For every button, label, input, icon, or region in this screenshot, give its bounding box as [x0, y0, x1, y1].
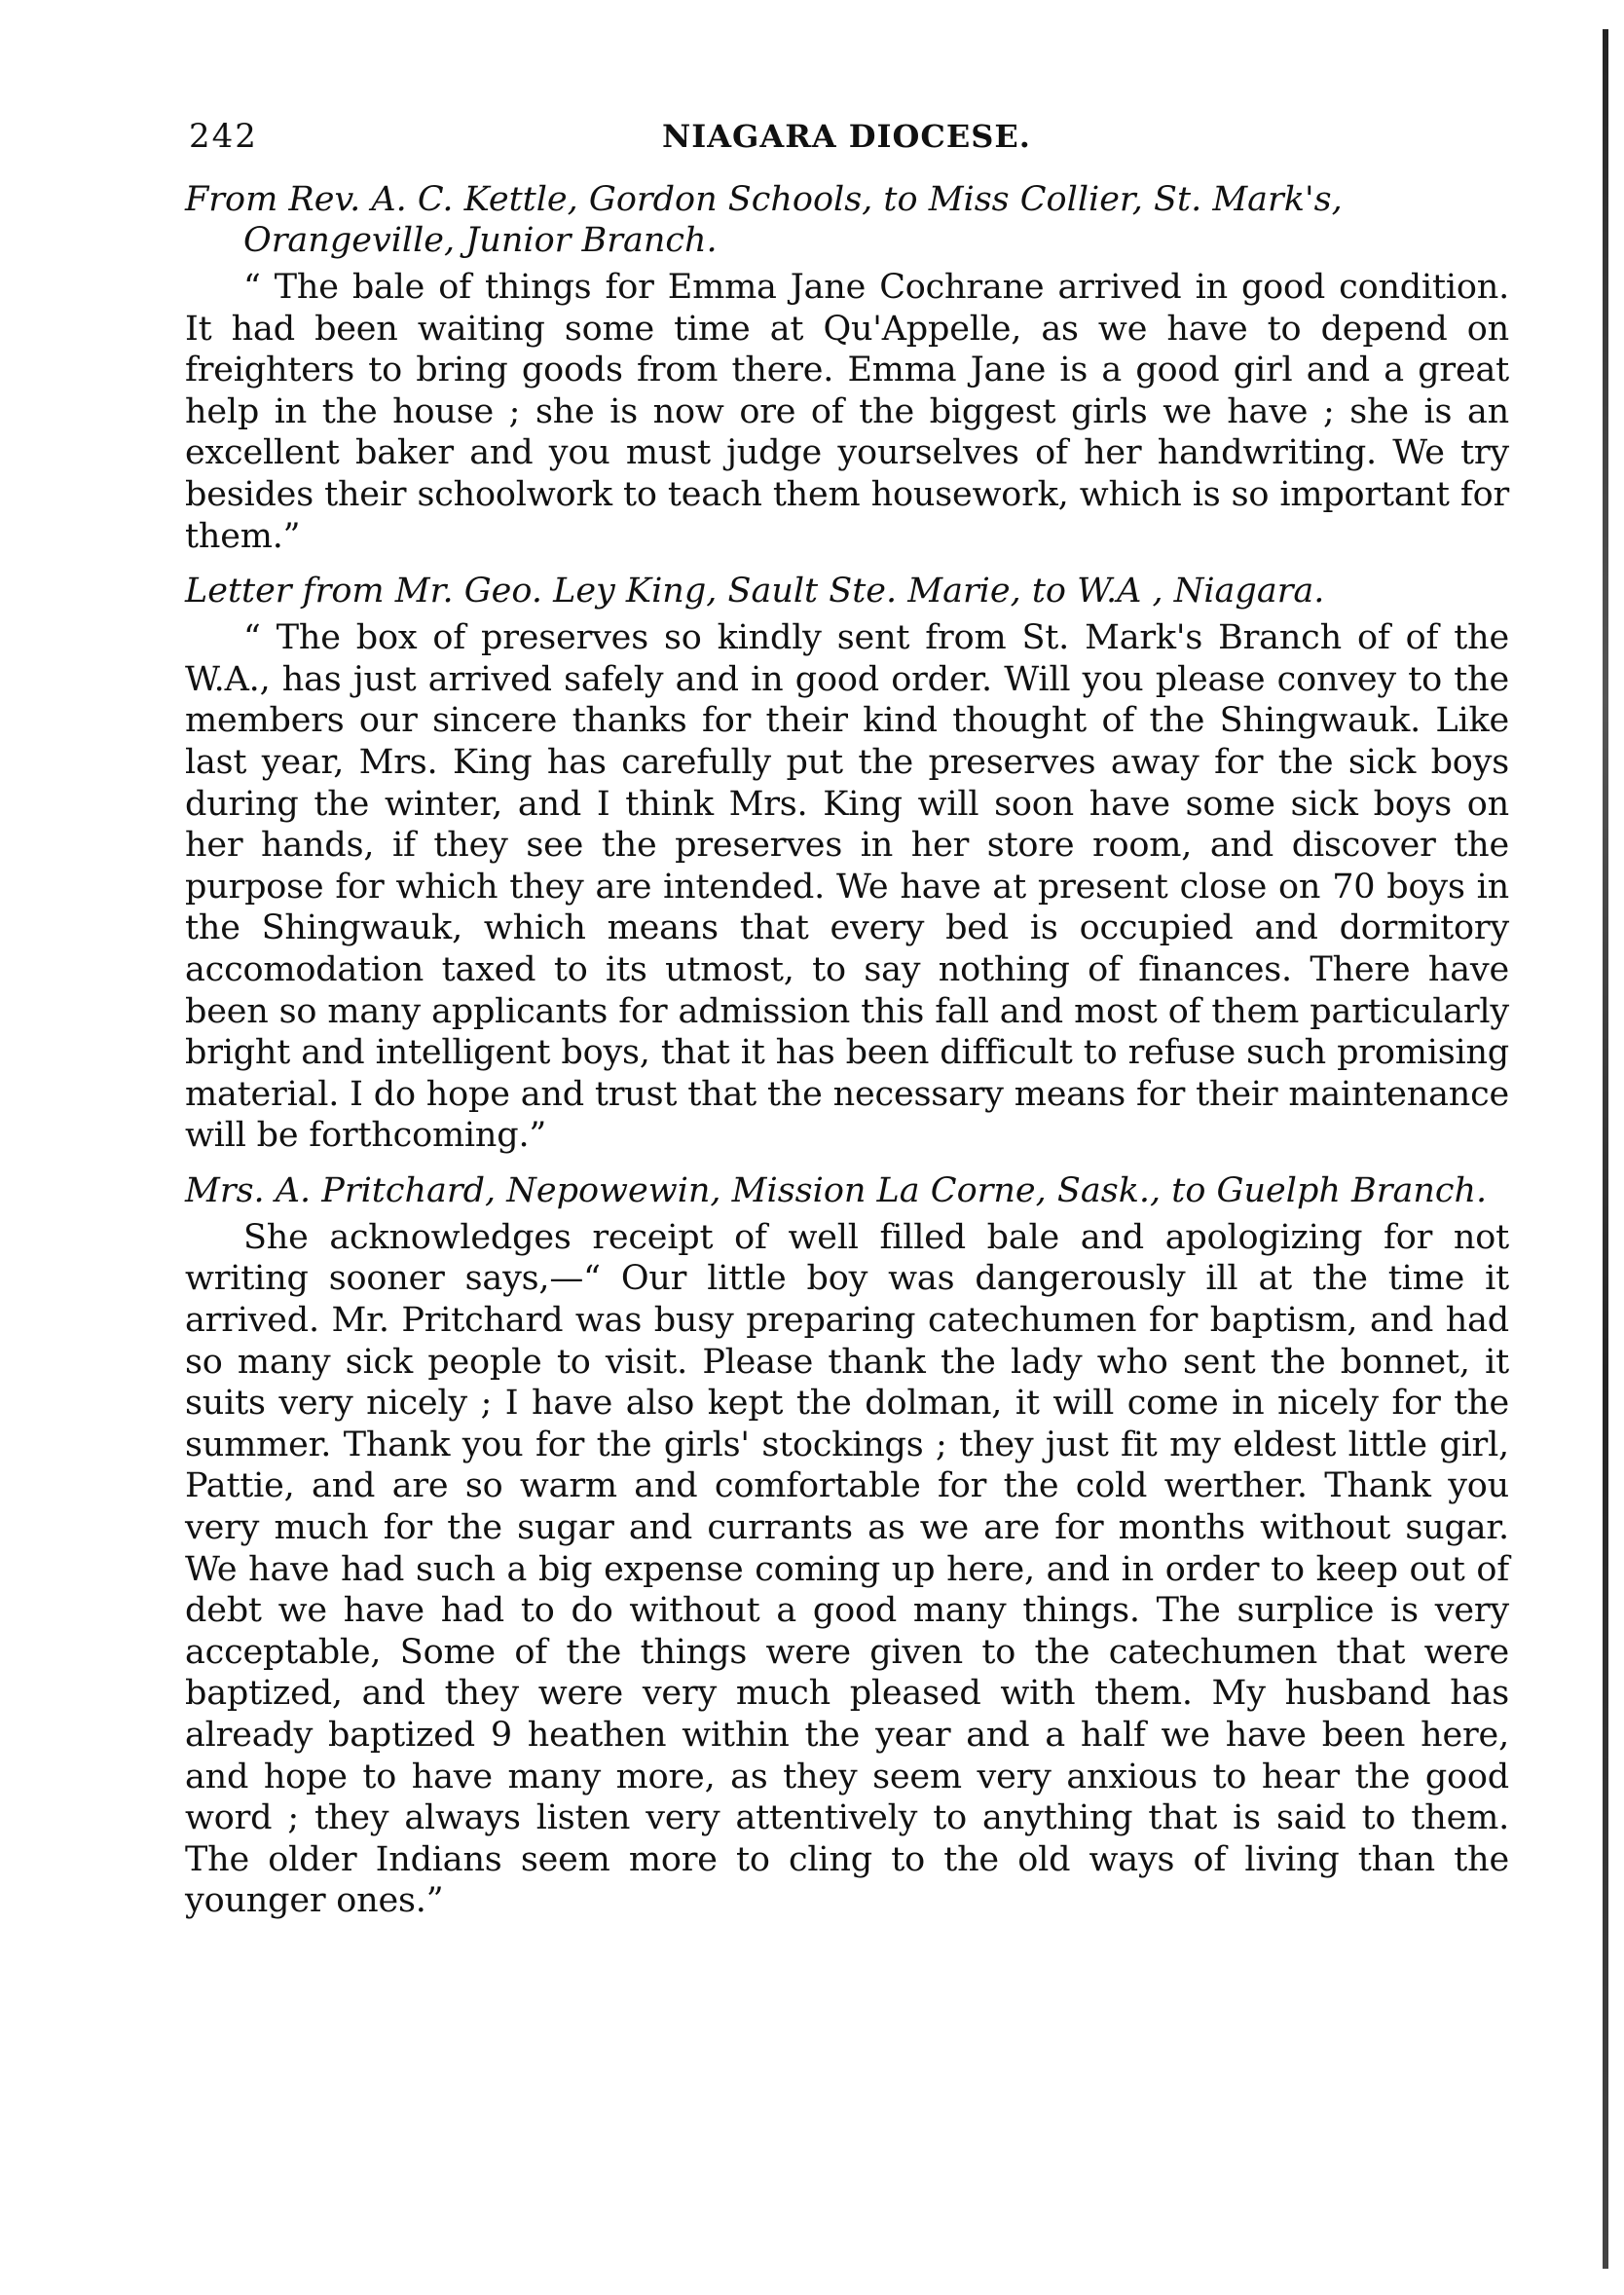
letter-heading: Letter from Mr. Geo. Ley King, Sault Ste. Marie, to W.A , Niagara.: [185, 572, 1325, 611]
running-head: [185, 107, 1509, 166]
page-binding-edge: [1603, 29, 1608, 2269]
letter-section-king: [185, 571, 1509, 1157]
letter-section-pritchard: [185, 1170, 1509, 1922]
letter-body: “ The bale of things for Emma Jane Cochrane arrived in good condition. It had been waiting some time at Qu'Appelle, as we have to depend on freighters to bring goods from there. Emma Jane is a good girl and a great help in the house ; she is now ore of the biggest girls we have ; she is an excellent baker and you must judge yourselves of her handwriting. We try besides their schoolwork to teach them housework, which is so important for them.”: [185, 268, 1509, 556]
letter-body: “ The box of preserves so kindly sent from St. Mark's Branch of of the W.A., has just arrived safely and in good order. Will you please convey to the members our sincere thanks for their kind thought of the Shingwauk. Like last year, Mrs. King has carefully put the preserves away for the sick boys during the winter, and I think Mrs. King will soon have some sick boys on her hands, if they see the preserves in her store room, and discover the purpose for which they are intended. We have at present close on 70 boys in the Shingwauk, which means that every bed is occupied and dormitory accomodation taxed to its utmost, to say nothing of finances. There have been so many applicants for admission this fall and most of them particularly bright and intelligent boys, that it has been difficult to refuse such promising material. I do hope and trust that the necessary means for their maintenance will be forthcoming.”: [185, 618, 1509, 1156]
letter-heading: From Rev. A. C. Kettle, Gordon Schools, to Miss Collier, St. Mark's, Orangeville, Junior Branch.: [185, 180, 1343, 260]
running-head-title: NIAGARA DIOCESE.: [662, 118, 1031, 155]
page-number: 242: [189, 117, 258, 156]
letter-section-kettle: [185, 179, 1509, 557]
letter-body: She acknowledges receipt of well filled bale and apologizing for not writing sooner says,—“ Our little boy was dangerously ill at the time it arrived. Mr. Pritchard was busy preparing catechumen for baptism, and had so many sick people to visit. Please thank the lady who sent the bonnet, it suits very nicely ; I have also kept the dolman, it will come in nicely for the summer. Thank you for the girls' stockings ; they just fit my eldest little girl, Pattie, and are so warm and comfortable for the cold werther. Thank you very much for the sugar and currants as we are for months without sugar. We have had such a big expense coming up here, and in order to keep out of debt we have had to do without a good many things. The surplice is very acceptable, Some of the things were given to the catechumen that were baptized, and they were very much pleased with them. My husband has already baptized 9 heathen within the year and a half we have been here, and hope to have many more, as they seem very anxious to hear the good word ; they always listen very attentively to anything that is said to them. The older Indians seem more to cling to the old ways of living than the younger ones.”: [185, 1217, 1509, 1921]
book-page: [185, 107, 1509, 1922]
letter-heading: Mrs. A. Pritchard, Nepowewin, Mission La Corne, Sask., to Guelph Branch.: [185, 1170, 1488, 1210]
